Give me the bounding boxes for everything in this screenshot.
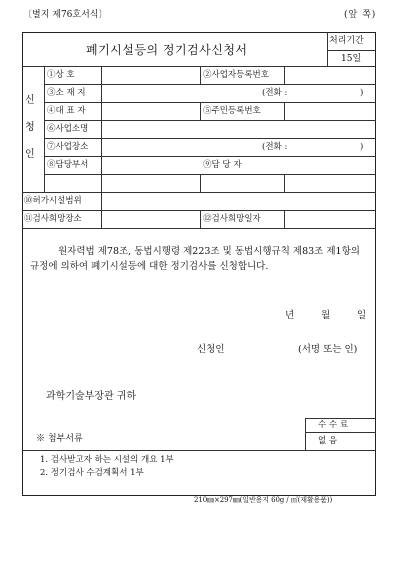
addressee: 과학기술부장관 귀하 [46, 391, 137, 402]
signature-label: (서명 또는 인) [298, 344, 358, 355]
value-column-divider [200, 210, 201, 228]
attachments-divider [22, 450, 376, 451]
fee-middle-line [305, 432, 376, 433]
business-registration-label: ②사업자등록번호 [203, 70, 269, 80]
row-line [44, 156, 376, 157]
row-line [44, 138, 376, 139]
company-name-label: ①상 호 [47, 70, 75, 80]
applicant-side-char: 청 [25, 122, 35, 133]
date-year-label: 년 [285, 310, 295, 321]
processing-period-value: 15일 [341, 54, 362, 64]
row-line [22, 210, 376, 211]
paper-spec: 210㎜×297㎜(일반용지 60g / ㎡(재활용품)) [194, 496, 333, 504]
workplace-name-label: ⑥사업소명 [47, 124, 89, 134]
date-day-label: 일 [357, 310, 367, 321]
date-month-label: 월 [321, 310, 331, 321]
application-statement: 원자력법 제78조, 동법시행령 제223조 및 동법시행규칙 제83조 제1항의 규정에 의하여 폐기시설등에 대한 정기검사를 신청합니다. [30, 246, 360, 272]
department-label: ⑧담당부서 [47, 160, 89, 170]
phone-close: ) [360, 142, 364, 152]
processing-period-label: 처리기간 [329, 36, 364, 46]
row-line [22, 192, 376, 193]
processing-period-divider [327, 32, 328, 66]
desired-date-label: ⑫검사희망일자 [203, 214, 261, 224]
fee-top-line [305, 418, 376, 419]
form-title: 폐기시설등의 정기검사신청서 [86, 43, 248, 57]
side-column-divider [44, 66, 45, 192]
address-label: ③소 재 지 [47, 88, 86, 98]
phone-close: ) [360, 88, 364, 98]
permit-scope-label: ⑩허가시설범위 [24, 196, 82, 206]
title-divider [22, 66, 376, 67]
row-line [44, 102, 376, 103]
value-column-divider [200, 174, 201, 192]
attachment-item: 1. 검사받고자 하는 시설의 개요 1부 [40, 455, 174, 465]
fee-label: 수 수 료 [318, 420, 349, 430]
label-column-divider [101, 66, 102, 228]
row-line [44, 174, 376, 175]
value-column-divider [284, 66, 285, 84]
desired-place-label: ⑪검사희망장소 [24, 214, 82, 224]
value-column-divider [200, 66, 201, 84]
page-side-label: (앞 쪽) [344, 10, 377, 20]
phone-label: (전화 : [262, 142, 288, 152]
value-column-divider [284, 210, 285, 228]
value-column-divider [200, 102, 201, 120]
value-column-divider [284, 102, 285, 120]
fee-left-line [305, 418, 306, 450]
attachment-item: 2. 정기검사 수검계획서 1부 [40, 468, 144, 478]
representative-label: ④대 표 자 [47, 106, 86, 116]
attachments-title: ※ 첨부서류 [36, 434, 83, 444]
row-line [44, 84, 376, 85]
form-number: 〔별지 제76호서식〕 [23, 10, 108, 20]
phone-label: (전화 : [262, 88, 288, 98]
value-column-divider [284, 174, 285, 192]
person-in-charge-label: ⑨담 당 자 [203, 160, 242, 170]
workplace-location-label: ⑦사업장소 [47, 142, 89, 152]
applicant-side-char: 인 [25, 149, 35, 160]
fee-value: 없 음 [318, 436, 338, 446]
applicant-label: 신청인 [197, 344, 225, 355]
row-line [22, 228, 376, 229]
resident-number-label: ⑤주민등록번호 [203, 106, 261, 116]
processing-period-inner-line [327, 50, 376, 51]
applicant-side-char: 신 [25, 95, 35, 106]
row-line [44, 120, 376, 121]
